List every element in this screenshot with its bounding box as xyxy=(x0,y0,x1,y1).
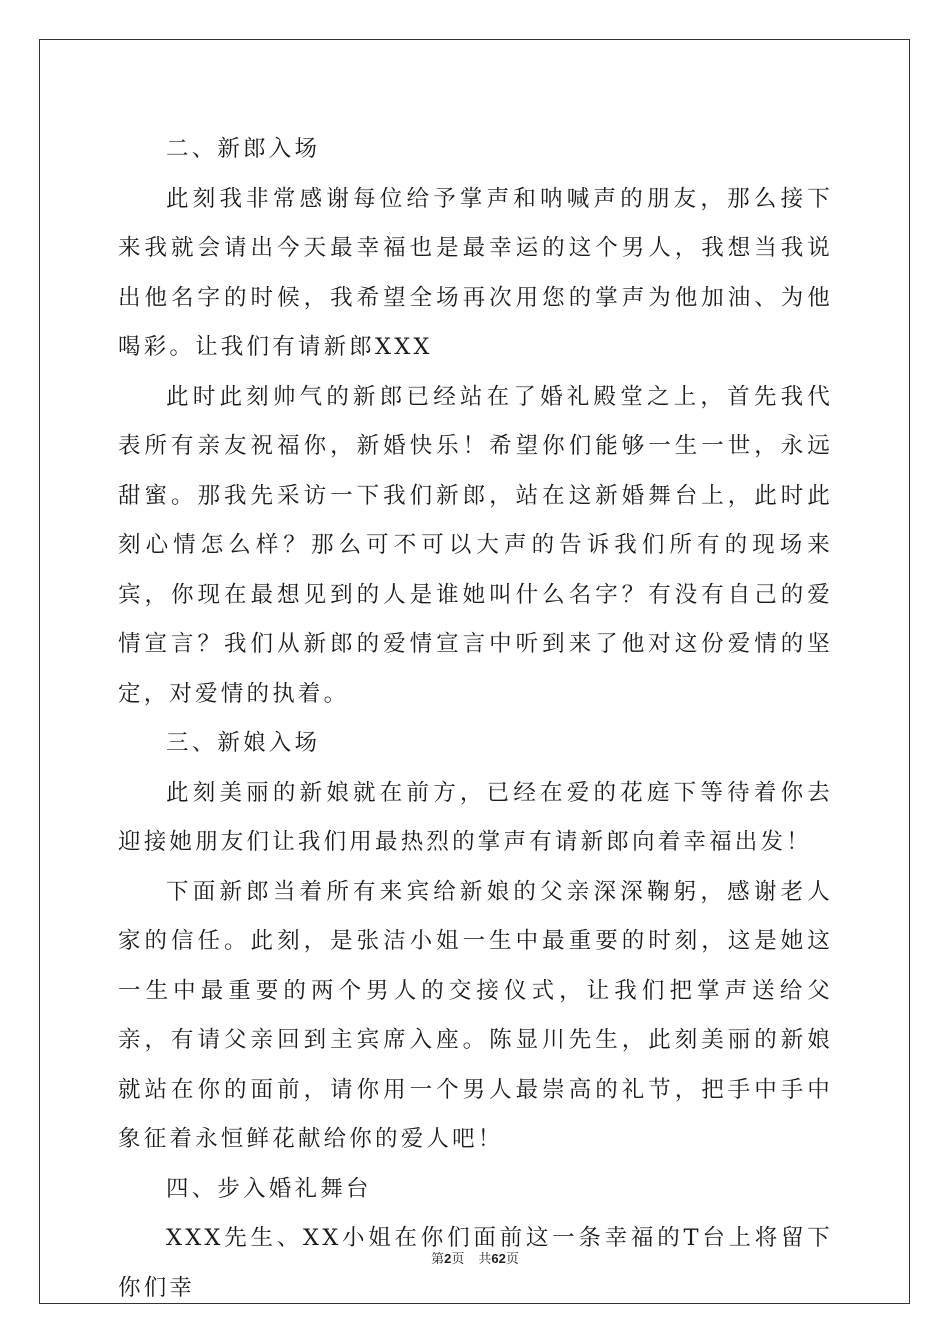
paragraph: XXX先生、XX小姐在你们面前这一条幸福的T台上将留下你们幸 xyxy=(118,1225,833,1301)
paragraph: 此时此刻帅气的新郎已经站在了婚礼殿堂之上，首先我代表所有亲友祝福你，新婚快乐！希望你们能够一生一世，永远甜蜜。那我先采访一下我们新郎，站在这新婚舞台上，此时此刻心情怎么样？那么可不可以大声的告诉我们所有的现场来宾，你现在最想见到的人是谁她叫什么名字？有没有自己的爱情宣言？我们从新郎的爱情宣言中听到来了他对这份爱情的坚定，对爱情的执着。 xyxy=(118,383,833,707)
page-footer xyxy=(0,1248,950,1267)
page-prefix: 第 xyxy=(431,1252,445,1267)
total-suffix: 页 xyxy=(505,1252,519,1267)
current-page-number: 2 xyxy=(444,1251,452,1266)
paragraph: 此刻美丽的新娘就在前方，已经在爱的花庭下等待着你去迎接她朋友们让我们用最热烈的掌声有请新郎向着幸福出发！ xyxy=(118,779,833,855)
section-heading-groom-entrance: 二、新郎入场 xyxy=(166,136,321,162)
paragraph: 下面新郎当着所有来宾给新娘的父亲深深鞠躬，感谢老人家的信任。此刻，是张洁小姐一生中最重要的时刻，这是她这一生中最重要的两个男人的交接仪式，让我们把掌声送给父亲，有请父亲回到主宾席入座。陈显川先生，此刻美丽的新娘就站在你的面前，请你用一个男人最崇高的礼节，把手中手中象征着永恒鲜花献给你的爱人吧！ xyxy=(118,878,833,1152)
page-suffix: 页 xyxy=(451,1252,465,1267)
total-page-count: 62 xyxy=(491,1251,506,1266)
section-heading-wedding-stage: 四、步入婚礼舞台 xyxy=(166,1175,372,1202)
document-body xyxy=(118,125,833,1313)
total-prefix: 共 xyxy=(478,1252,492,1267)
section-heading-bride-entrance: 三、新娘入场 xyxy=(166,730,321,756)
paragraph: 此刻我非常感谢每位给予掌声和呐喊声的朋友，那么接下来我就会请出今天最幸福也是最幸运的这个男人，我想当我说出他名字的时候，我希望全场再次用您的掌声为他加油、为他喝彩。让我们有请新郎XXX xyxy=(118,185,833,360)
